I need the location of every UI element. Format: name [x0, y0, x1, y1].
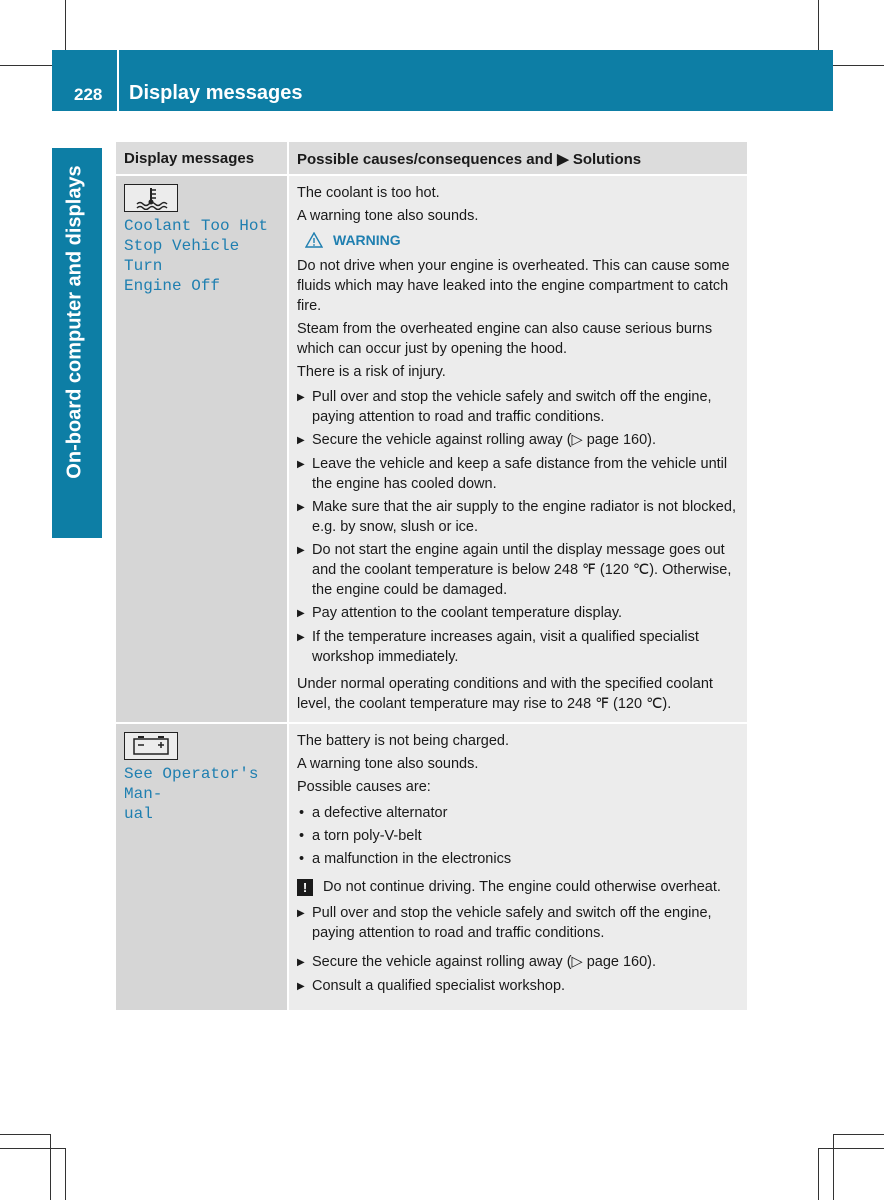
caution-note: ! Do not continue driving. The engine could otherwise overheat. [297, 877, 741, 897]
crop-mark [833, 65, 884, 66]
crop-mark [833, 1134, 834, 1200]
step-arrow-icon: ▶ [297, 502, 305, 513]
solution-step: ▶ Secure the vehicle against rolling away (▷ page 160). [297, 952, 741, 973]
crop-mark [833, 1134, 884, 1135]
table-row [116, 174, 747, 722]
crop-mark [65, 1148, 66, 1200]
cause-bullet: • a defective alternator [299, 805, 448, 821]
column-header-messages: Display messages [116, 142, 289, 174]
warning-text: Steam from the overheated engine can also cause serious burns which can occur just by opening the hood. [297, 321, 713, 357]
step-arrow-icon: ▶ [297, 435, 305, 446]
cause-text: A warning tone also sounds. [297, 756, 479, 772]
message-cell [116, 176, 289, 722]
warning-heading [305, 230, 741, 250]
solution-step: ▶ Pull over and stop the vehicle safely and switch off the engine, paying attention to road and traffic conditions. [297, 905, 712, 941]
solution-step: ▶ Do not start the engine again until the display message goes out and the coolant temperature is below 248 ℉ (120 ℃). Otherwise, the engine could be damaged. [297, 542, 732, 598]
warning-text: Do not drive when your engine is overheated. This can cause some fluids which may have leaked into the engine compartment to catch fire. [297, 258, 730, 314]
section-tab-label: On-board computer and displays [63, 165, 86, 479]
cause-text: The coolant is too hot. [297, 185, 440, 201]
solution-step: ▶ Secure the vehicle against rolling away (▷ page 160). [297, 430, 741, 451]
crop-mark [50, 1134, 51, 1200]
crop-mark [818, 0, 819, 50]
step-arrow-icon: ▶ [297, 908, 305, 919]
cause-text: Possible causes are: [297, 779, 431, 795]
crop-mark [818, 1148, 884, 1149]
cause-bullet: • a malfunction in the electronics [299, 851, 512, 867]
warning-triangle-icon [305, 232, 323, 248]
page-title: Display messages [129, 82, 303, 104]
crop-mark [0, 65, 52, 66]
display-messages-table [116, 142, 747, 1010]
coolant-temperature-icon [124, 184, 178, 212]
page-header [52, 50, 833, 111]
crop-mark [0, 1148, 65, 1149]
table-header-row [116, 142, 747, 174]
solution-step: ▶ If the temperature increases again, visit a qualified specialist workshop immediately. [297, 629, 699, 665]
step-arrow-icon: ▶ [297, 981, 305, 992]
warning-text: There is a risk of injury. [297, 364, 446, 380]
crop-mark [0, 1134, 50, 1135]
display-message-text: See Operator's Man- ual [124, 765, 259, 823]
crop-mark [65, 0, 66, 50]
causes-cell [289, 176, 747, 722]
header-divider [117, 50, 119, 111]
cause-bullet: • a torn poly-V-belt [299, 828, 422, 844]
cause-text: The battery is not being charged. [297, 733, 509, 749]
solution-step: ▶ Pay attention to the coolant temperature display. [297, 603, 741, 624]
cause-text: A warning tone also sounds. [297, 208, 479, 224]
step-arrow-icon: ▶ [297, 608, 305, 619]
crop-mark [818, 1148, 819, 1200]
warning-label: WARNING [333, 232, 401, 248]
display-message-text: Coolant Too Hot Stop Vehicle Turn Engine Off [124, 217, 269, 295]
message-cell [116, 724, 289, 1010]
step-arrow-icon: ▶ [297, 392, 305, 403]
column-header-causes: Possible causes/consequences and ▶ Solutions [297, 151, 642, 168]
step-arrow-icon: ▶ [297, 459, 305, 470]
causes-cell [289, 724, 747, 1010]
solution-step: ▶ Leave the vehicle and keep a safe distance from the vehicle until the engine has cooled down. [297, 456, 728, 492]
footer-note: Under normal operating conditions and with the specified coolant level, the coolant temperature may rise to 248 ℉ (120 ℃). [297, 676, 713, 712]
solution-step: ▶ Consult a qualified specialist workshop. [297, 976, 741, 997]
step-arrow-icon: ▶ [297, 957, 305, 968]
step-arrow-icon: ▶ [297, 545, 305, 556]
caution-icon: ! [297, 879, 313, 896]
table-row [116, 722, 747, 1010]
battery-icon [124, 732, 178, 760]
step-arrow-icon: ▶ [297, 632, 305, 643]
page-number: 228 [74, 85, 103, 104]
solution-step: ▶ Pull over and stop the vehicle safely and switch off the engine, paying attention to road and traffic conditions. [297, 389, 712, 425]
solution-step: ▶ Make sure that the air supply to the engine radiator is not blocked, e.g. by snow, slush or ice. [297, 499, 736, 535]
